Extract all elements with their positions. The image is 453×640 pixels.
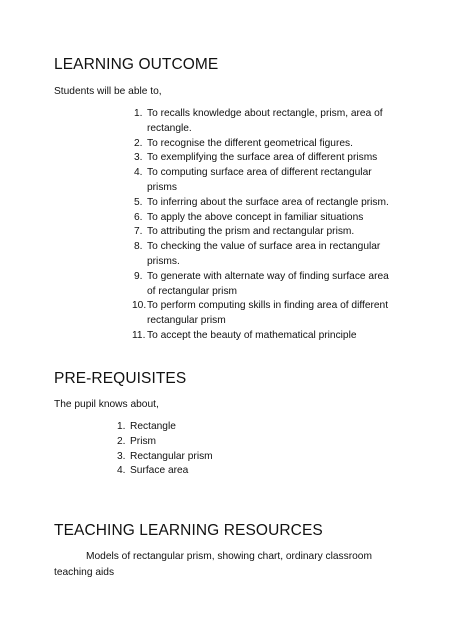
list-item: 4. To computing surface area of different rectangular prisms xyxy=(134,167,372,193)
list-item: 11. To accept the beauty of mathematical principle xyxy=(132,329,357,341)
prerequisites-intro: The pupil knows about, xyxy=(54,399,159,410)
prerequisites-heading: PRE-REQUISITES xyxy=(54,370,187,387)
list-item: 1. To recalls knowledge about rectangle, prism, area of rectangle. xyxy=(134,108,383,134)
list-item: 1. Rectangle xyxy=(117,421,176,432)
resources-paragraph: Models of rectangular prism, showing chart, ordinary classroom teaching aids xyxy=(54,551,372,578)
prerequisites-list xyxy=(117,420,337,479)
list-item: 5. To inferring about the surface area of rectangle prism. xyxy=(134,196,389,208)
list-item: 10. To perform computing skills in finding area of different rectangular prism xyxy=(132,300,389,327)
list-item: 4. Surface area xyxy=(117,465,189,477)
learning-outcome-intro: Students will be able to, xyxy=(54,86,162,97)
list-item: 6. To apply the above concept in familiar situations xyxy=(134,211,364,223)
list-item: 3. To exemplifying the surface area of different prisms xyxy=(134,152,378,164)
list-item: 9. To generate with alternate way of finding surface area of rectangular prism xyxy=(134,270,389,297)
list-item: 7. To attributing the prism and rectangular prism. xyxy=(134,226,355,238)
learning-outcome-heading: LEARNING OUTCOME xyxy=(54,56,219,73)
list-item: 2. Prism xyxy=(117,435,157,447)
list-item: 3. Rectangular prism xyxy=(117,450,213,462)
list-item: 8. To checking the value of surface area in rectangular prisms. xyxy=(134,241,381,267)
learning-outcome-list xyxy=(134,107,396,344)
resources-heading: TEACHING LEARNING RESOURCES xyxy=(54,522,323,539)
list-item: 2. To recognise the different geometrical figures. xyxy=(134,137,353,149)
